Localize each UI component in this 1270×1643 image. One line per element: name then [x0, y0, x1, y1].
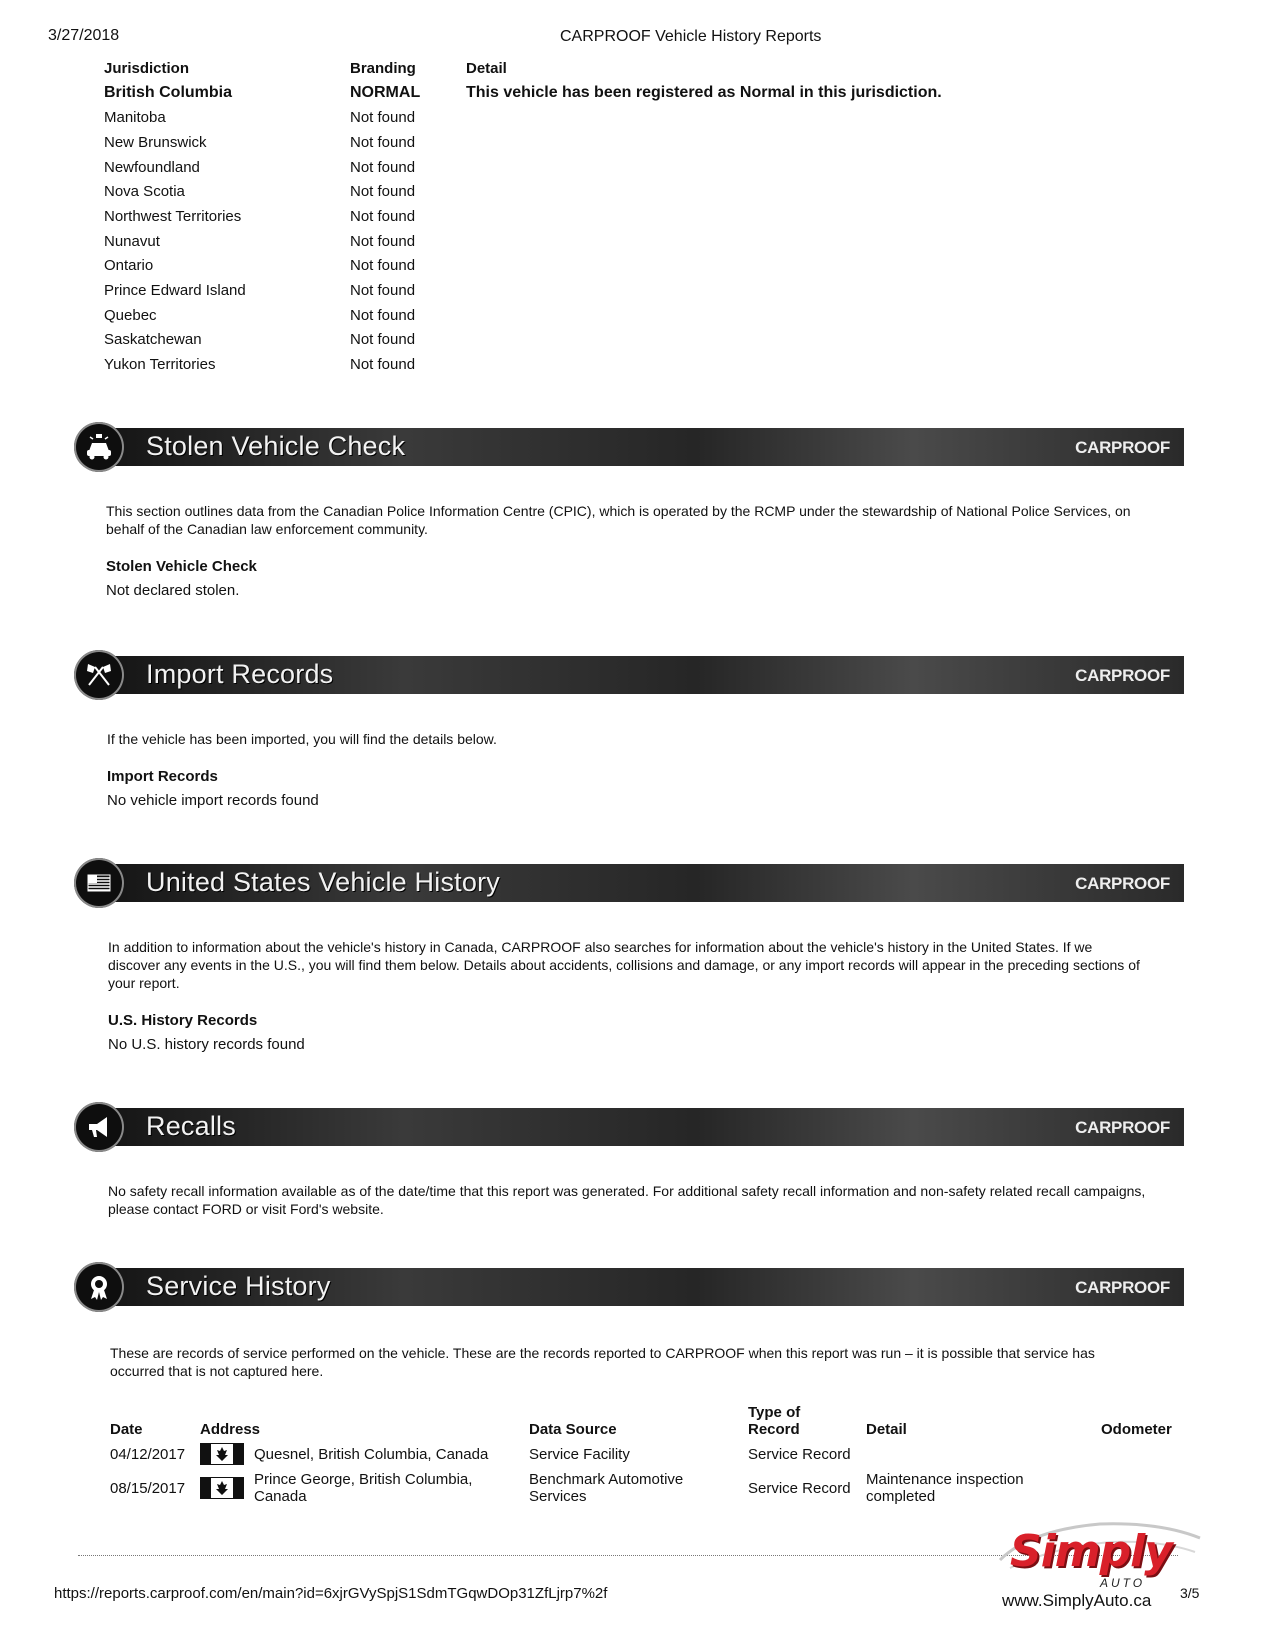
- carproof-brand: CARPROOF: [1075, 1278, 1170, 1297]
- recalls-intro: No safety recall information available as of the date/time that this report was generated. For additional safety recall information and non-safety related recall campaigns, please contact FORD or visit Ford's website.: [108, 1183, 1146, 1217]
- detail-cell: [866, 1468, 1101, 1508]
- detail-cell: [466, 130, 942, 155]
- branding-cell: Not found: [350, 232, 416, 250]
- column-header: Data Source: [529, 1421, 617, 1438]
- table-row: [110, 1468, 1181, 1508]
- jurisdiction-cell: Prince Edward Island: [104, 282, 246, 300]
- jurisdiction-cell: Ontario: [104, 257, 154, 275]
- branding-cell: Not found: [350, 183, 416, 201]
- detail-cell: [466, 254, 942, 279]
- detail-cell: [466, 303, 942, 328]
- table-row: [104, 155, 942, 180]
- logo-site: www.SimplyAuto.ca: [1002, 1591, 1152, 1610]
- detail-cell: [466, 204, 942, 229]
- jurisdiction-cell: British Columbia: [104, 84, 233, 102]
- stolen-vehicle-banner: [74, 422, 1184, 472]
- detail-cell: [466, 105, 942, 130]
- branding-cell: Not found: [350, 207, 416, 225]
- branding-cell: Not found: [350, 306, 416, 324]
- us-history-banner: [74, 858, 1184, 908]
- simply-auto-logo: [990, 1508, 1210, 1612]
- branding-cell: NORMAL: [350, 84, 421, 102]
- detail-cell: [466, 352, 942, 377]
- canada-flag-icon: [200, 1443, 244, 1465]
- table-row: [104, 130, 942, 155]
- print-date: 3/27/2018: [48, 27, 120, 44]
- carproof-brand: CARPROOF: [1075, 874, 1170, 893]
- table-row: [104, 303, 942, 328]
- table-row: [104, 81, 942, 106]
- jurisdiction-cell: Yukon Territories: [104, 356, 216, 374]
- detail-cell: [466, 179, 942, 204]
- jurisdiction-cell: Nunavut: [104, 232, 160, 250]
- type-cell: Service Record: [748, 1445, 851, 1463]
- import-value: No vehicle import records found: [107, 792, 319, 809]
- section-title: Import Records: [146, 659, 334, 689]
- source-text: Benchmark Automotive Services: [529, 1471, 684, 1505]
- section-title: United States Vehicle History: [146, 867, 500, 897]
- crossed-flags-icon: [74, 650, 124, 700]
- detail-cell: [866, 1440, 1101, 1468]
- table-row: [104, 328, 942, 353]
- banner-bar: [100, 1108, 1184, 1146]
- import-records-banner: [74, 650, 1184, 700]
- us-history-intro: In addition to information about the vehicle's history in Canada, CARPROOF also searches for information about the vehicle's history in the United States. If we discover any events in the U.S., you will find them below. Details about accidents, collisions and damage, or any import records will appear in the preceding sections of your report.: [108, 939, 1140, 991]
- jurisdiction-table: [104, 56, 942, 377]
- jurisdiction-cell: Saskatchewan: [104, 331, 202, 349]
- logo-sub: AUTO: [1100, 1576, 1146, 1590]
- canada-flag-icon: [200, 1477, 244, 1499]
- jurisdiction-cell: New Brunswick: [104, 133, 207, 151]
- jurisdiction-cell: Nova Scotia: [104, 183, 185, 201]
- branding-cell: Not found: [350, 158, 416, 176]
- table-row: [104, 105, 942, 130]
- branding-cell: Not found: [350, 109, 416, 127]
- branding-cell: Not found: [350, 331, 416, 349]
- section-title: Stolen Vehicle Check: [146, 431, 406, 461]
- table-row: [104, 229, 942, 254]
- column-header: Address: [200, 1421, 261, 1438]
- section-title: Recalls: [146, 1111, 236, 1141]
- address-cell: [200, 1468, 529, 1508]
- table-row: [104, 179, 942, 204]
- date-cell: 04/12/2017: [110, 1445, 186, 1463]
- table-row: [104, 204, 942, 229]
- megaphone-icon: [74, 1102, 124, 1152]
- branding-cell: Not found: [350, 133, 416, 151]
- carproof-brand: CARPROOF: [1075, 1118, 1170, 1137]
- table-row: [104, 254, 942, 279]
- address-cell: [200, 1440, 529, 1468]
- stolen-intro: This section outlines data from the Canadian Police Information Centre (CPIC), which is operated by the RCMP under the stewardship of National Police Services, on behalf of the Canadian law enforcement community.: [106, 503, 1131, 537]
- type-cell: Service Record: [748, 1479, 851, 1497]
- us-history-value: No U.S. history records found: [108, 1036, 305, 1053]
- carproof-brand: CARPROOF: [1075, 438, 1170, 457]
- import-label: Import Records: [107, 768, 218, 785]
- carproof-brand: CARPROOF: [1075, 666, 1170, 685]
- detail-cell: [466, 278, 942, 303]
- detail-text: Maintenance inspection completed: [866, 1471, 1024, 1505]
- column-header: Detail: [466, 59, 507, 77]
- source-cell: [529, 1468, 748, 1508]
- detail-cell: [466, 155, 942, 180]
- detail-cell: This vehicle has been registered as Normal in this jurisdiction.: [466, 84, 942, 102]
- import-intro: If the vehicle has been imported, you will find the details below.: [107, 731, 497, 747]
- table-row: [110, 1440, 1181, 1468]
- address-text: Quesnel, British Columbia, Canada: [254, 1445, 489, 1463]
- award-ribbon-icon: [74, 1262, 124, 1312]
- stolen-label: Stolen Vehicle Check: [106, 558, 257, 575]
- logo-word: Simply: [1010, 1526, 1172, 1577]
- stolen-value: Not declared stolen.: [106, 582, 240, 599]
- section-title: Service History: [146, 1271, 331, 1301]
- page-number: 3/5: [1180, 1585, 1200, 1601]
- jurisdiction-cell: Quebec: [104, 306, 157, 324]
- detail-cell: [466, 328, 942, 353]
- column-header: [748, 1404, 866, 1440]
- footer-url[interactable]: https://reports.carproof.com/en/main?id=6xjrGVySpjS1SdmTGqwDOp31ZfLjrp7%2f: [54, 1585, 608, 1602]
- type-header-text: Type of Record: [748, 1404, 801, 1438]
- column-header: Date: [110, 1421, 143, 1438]
- jurisdiction-cell: Northwest Territories: [104, 207, 242, 225]
- table-row: [104, 352, 942, 377]
- source-cell: Service Facility: [529, 1445, 630, 1463]
- page-header-title: CARPROOF Vehicle History Reports: [560, 28, 822, 45]
- odometer-cell: [1101, 1440, 1181, 1468]
- branding-cell: Not found: [350, 282, 416, 300]
- table-row: [104, 278, 942, 303]
- branding-cell: Not found: [350, 356, 416, 374]
- jurisdiction-cell: Newfoundland: [104, 158, 200, 176]
- service-history-banner: [74, 1262, 1184, 1312]
- jurisdiction-cell: Manitoba: [104, 109, 166, 127]
- column-header: Odometer: [1101, 1421, 1172, 1438]
- table-header-row: [104, 56, 942, 81]
- column-header: Detail: [866, 1421, 907, 1438]
- column-header: Branding: [350, 59, 416, 77]
- recalls-banner: [74, 1102, 1184, 1152]
- detail-cell: [466, 229, 942, 254]
- us-flag-icon: [74, 858, 124, 908]
- service-intro: These are records of service performed on the vehicle. These are the records reported to CARPROOF when this report was run – it is possible that service has occurred that is not captured here.: [110, 1345, 1095, 1379]
- us-history-label: U.S. History Records: [108, 1012, 258, 1029]
- branding-cell: Not found: [350, 257, 416, 275]
- odometer-cell: [1101, 1468, 1181, 1508]
- table-header-row: [110, 1404, 1181, 1440]
- service-table: [110, 1404, 1181, 1508]
- address-text: Prince George, British Columbia, Canada: [254, 1471, 473, 1505]
- date-cell: 08/15/2017: [110, 1479, 186, 1497]
- column-header: Jurisdiction: [104, 59, 190, 77]
- police-car-icon: [74, 422, 124, 472]
